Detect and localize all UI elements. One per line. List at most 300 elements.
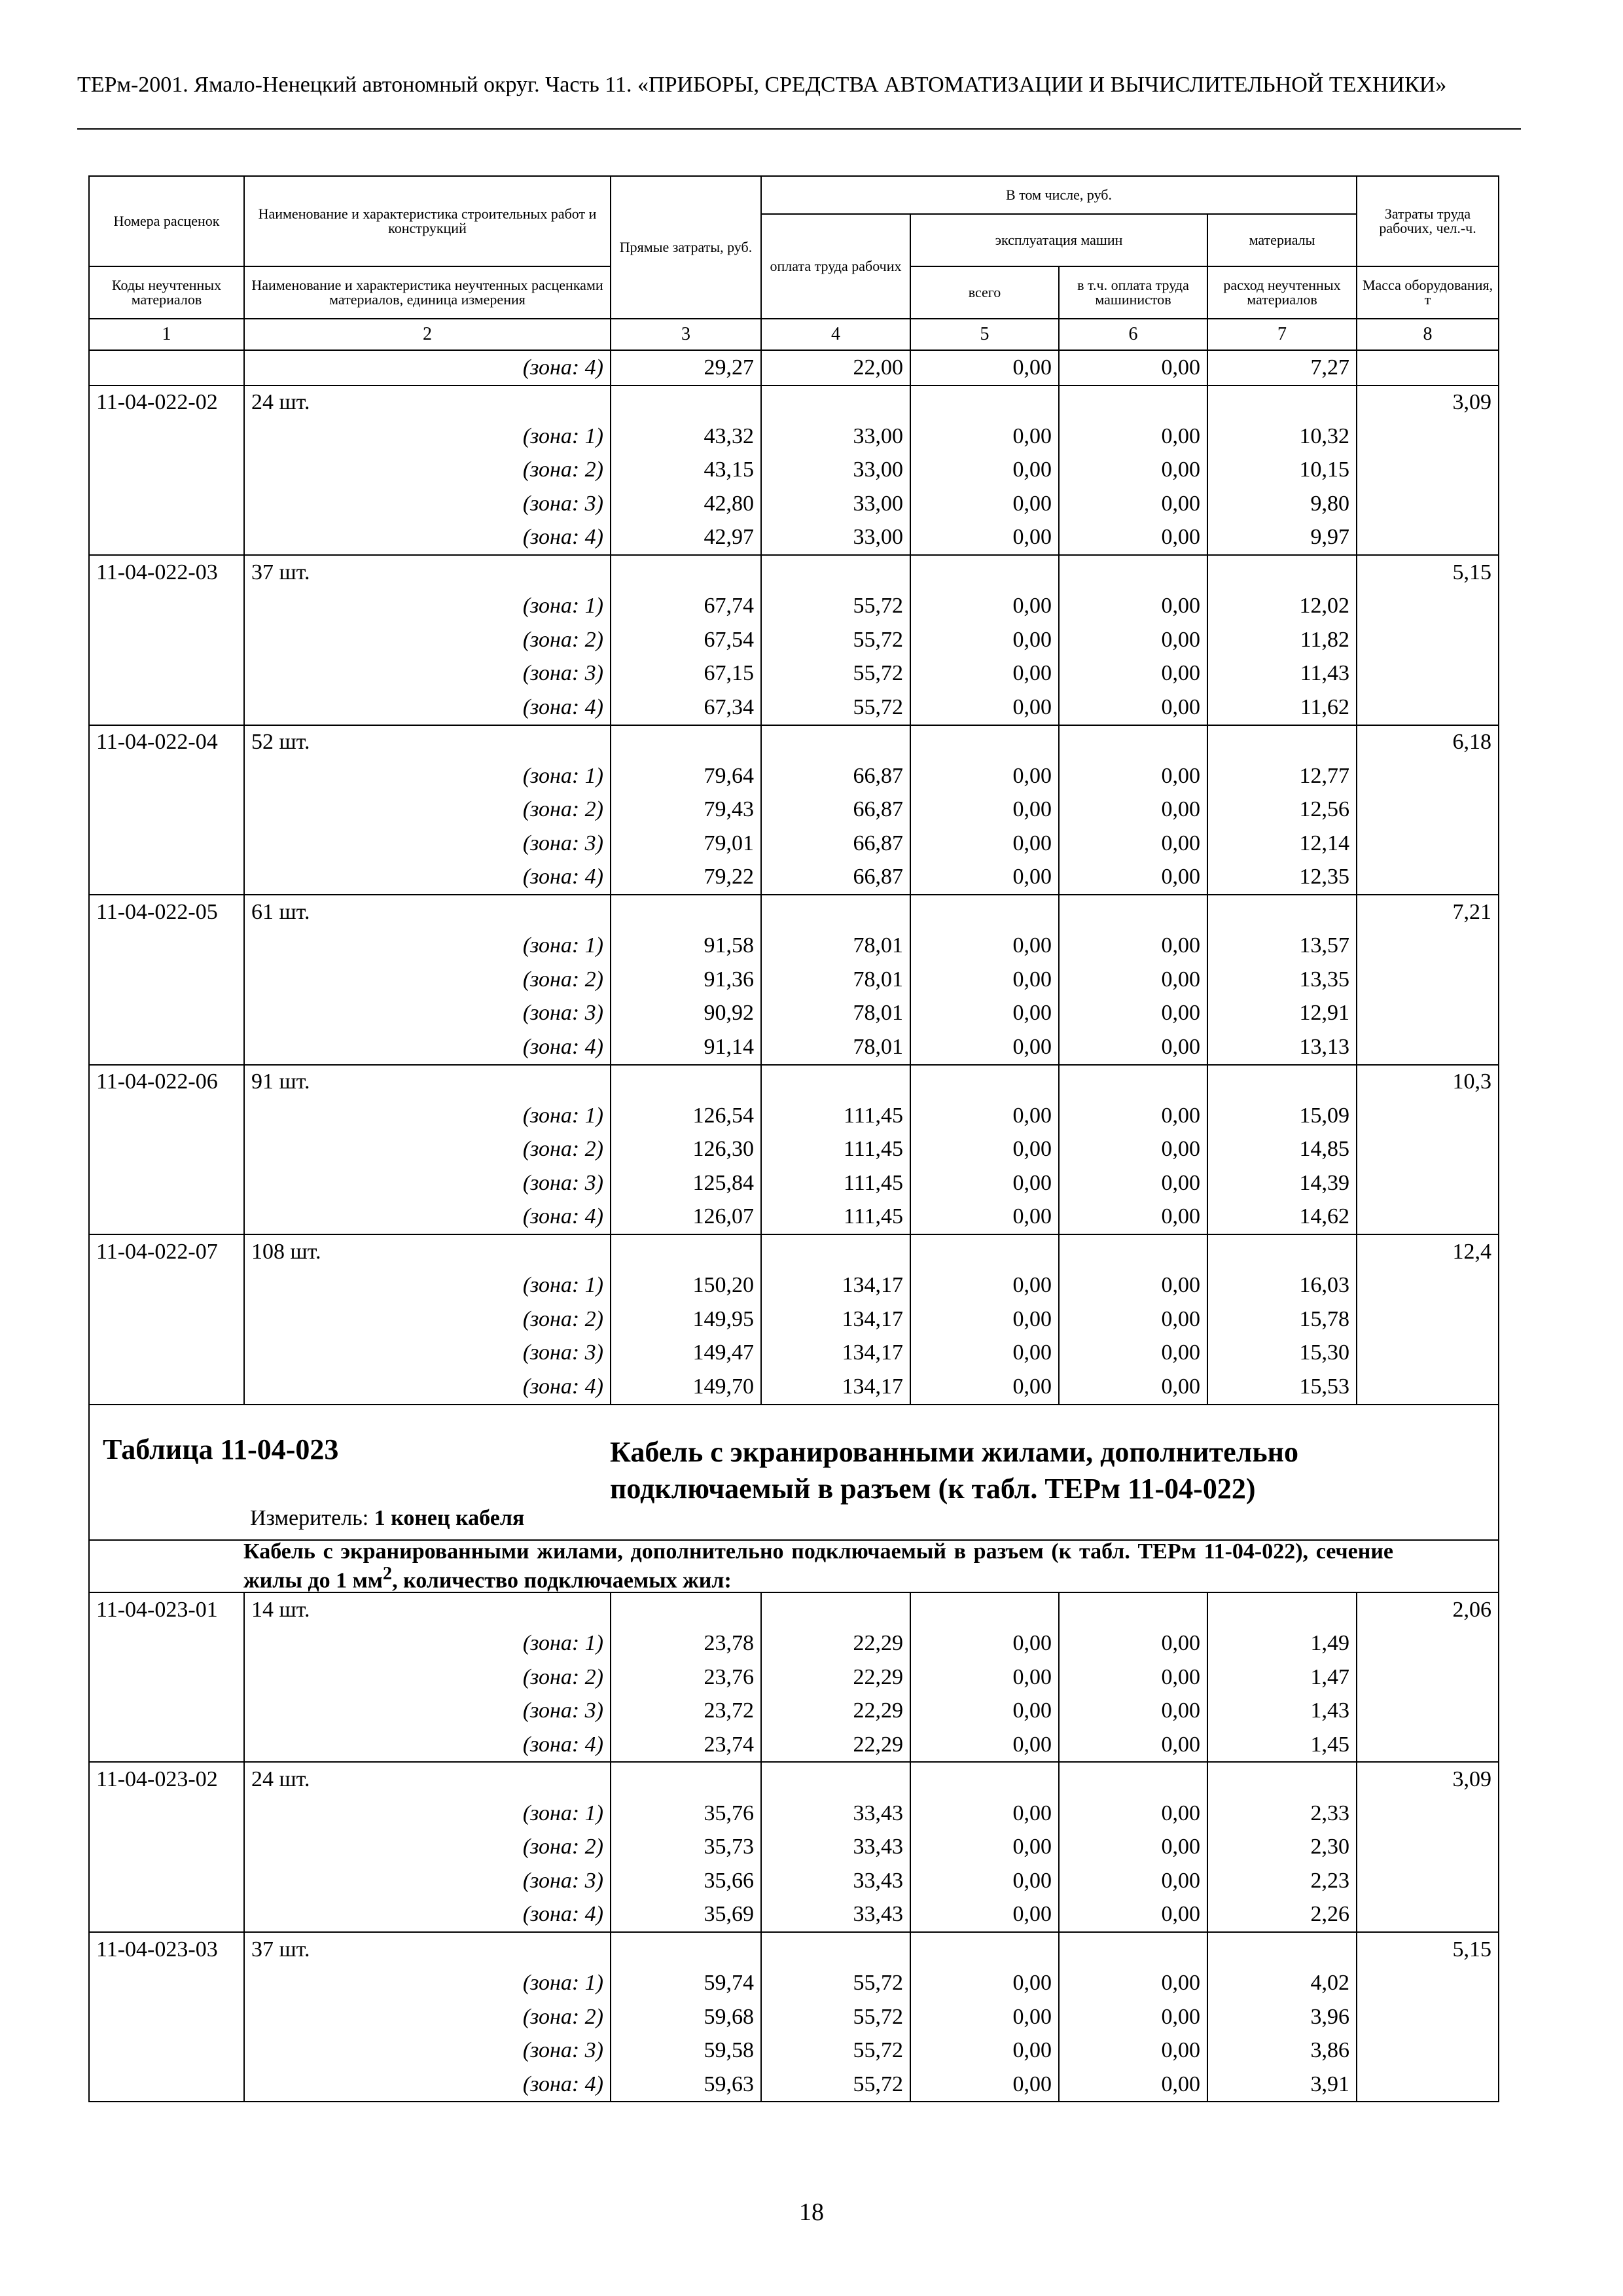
machines-total-cell: 0,00	[910, 521, 1059, 556]
zone-label: (зона: 1)	[244, 929, 611, 963]
direct-costs-cell: 23,76	[611, 1660, 761, 1695]
zone-row	[89, 1302, 1499, 1336]
column-number: 3	[611, 319, 761, 350]
page-number: 18	[799, 2198, 824, 2226]
zone-label: (зона: 2)	[244, 1302, 611, 1336]
zone-row	[89, 1694, 1499, 1728]
zone-row	[89, 521, 1499, 556]
machines-total-cell: 0,00	[910, 2068, 1059, 2102]
direct-costs-cell: 42,80	[611, 487, 761, 521]
direct-costs-cell: 67,34	[611, 691, 761, 725]
zone-row	[89, 623, 1499, 657]
workers-pay-cell: 33,00	[761, 454, 910, 488]
labor-cell: 12,4	[1357, 1234, 1499, 1269]
machines-total-cell: 0,00	[910, 1728, 1059, 1763]
workers-pay-cell: 33,00	[761, 487, 910, 521]
materials-cell: 1,49	[1207, 1626, 1357, 1660]
workers-pay-cell: 55,72	[761, 657, 910, 691]
zone-row	[89, 1966, 1499, 2000]
section-header	[89, 1405, 1499, 1592]
workers-pay-cell: 111,45	[761, 1099, 910, 1133]
materials-cell: 12,02	[1207, 590, 1357, 624]
operators-pay-cell: 0,00	[1059, 350, 1207, 386]
workers-pay-cell: 134,17	[761, 1370, 910, 1405]
materials-cell: 1,43	[1207, 1694, 1357, 1728]
column-numbers-row	[89, 319, 1499, 350]
operators-pay-cell: 0,00	[1059, 1030, 1207, 1065]
machines-total-cell: 0,00	[910, 1694, 1059, 1728]
header-materials: материалы	[1207, 214, 1357, 266]
labor-cell: 2,06	[1357, 1592, 1499, 1627]
materials-cell: 15,78	[1207, 1302, 1357, 1336]
rate-name: 37 шт.	[244, 555, 611, 590]
direct-costs-cell: 23,72	[611, 1694, 761, 1728]
workers-pay-cell: 22,29	[761, 1660, 910, 1695]
header-workers-pay: оплата труда рабочих	[761, 214, 910, 319]
zone-label: (зона: 4)	[244, 1370, 611, 1405]
direct-costs-cell: 79,64	[611, 759, 761, 793]
zone-label: (зона: 1)	[244, 1797, 611, 1831]
operators-pay-cell: 0,00	[1059, 827, 1207, 861]
labor-cell: 3,09	[1357, 386, 1499, 420]
operators-pay-cell: 0,00	[1059, 1864, 1207, 1898]
materials-cell: 10,15	[1207, 454, 1357, 488]
rate-code: 11-04-023-02	[89, 1762, 244, 1797]
workers-pay-cell: 22,29	[761, 1728, 910, 1763]
machines-total-cell: 0,00	[910, 1966, 1059, 2000]
materials-cell: 11,43	[1207, 657, 1357, 691]
machines-total-cell: 0,00	[910, 1336, 1059, 1371]
zone-label: (зона: 1)	[244, 1626, 611, 1660]
direct-costs-cell: 79,22	[611, 861, 761, 895]
materials-cell: 12,35	[1207, 861, 1357, 895]
machines-total-cell: 0,00	[910, 1030, 1059, 1065]
operators-pay-cell: 0,00	[1059, 1830, 1207, 1864]
materials-cell: 3,96	[1207, 2000, 1357, 2034]
workers-pay-cell: 33,43	[761, 1864, 910, 1898]
header-operators-pay: в т.ч. оплата труда машинистов	[1059, 266, 1207, 319]
column-number: 7	[1207, 319, 1357, 350]
zone-row	[89, 691, 1499, 725]
materials-cell: 15,53	[1207, 1370, 1357, 1405]
section-description: Кабель с экранированными жилами, дополнительно подключаемый в разъем (к табл. ТЕРм 11-04-022), сечение жилы до 1 $мм^2$, количество подключаемых жил:	[89, 1540, 1499, 1592]
operators-pay-cell: 0,00	[1059, 623, 1207, 657]
workers-pay-cell: 33,00	[761, 521, 910, 556]
header-in-total: В том числе, руб.	[761, 176, 1357, 214]
workers-pay-cell: 55,72	[761, 2000, 910, 2034]
zone-row	[89, 1830, 1499, 1864]
operators-pay-cell: 0,00	[1059, 2000, 1207, 2034]
header-work-name: Наименование и характеристика строительных работ и конструкций	[244, 176, 611, 266]
workers-pay-cell: 111,45	[761, 1200, 910, 1235]
column-number: 6	[1059, 319, 1207, 350]
zone-row	[89, 2000, 1499, 2034]
machines-total-cell: 0,00	[910, 1830, 1059, 1864]
rates-table	[88, 175, 1499, 2102]
direct-costs-cell: 149,47	[611, 1336, 761, 1371]
machines-total-cell: 0,00	[910, 861, 1059, 895]
rate-row	[89, 895, 1499, 929]
column-number: 8	[1357, 319, 1499, 350]
zone-row	[89, 759, 1499, 793]
header-total: всего	[910, 266, 1059, 319]
workers-pay-cell: 78,01	[761, 929, 910, 963]
zone-row	[89, 590, 1499, 624]
rate-code: 11-04-022-05	[89, 895, 244, 929]
workers-pay-cell: 55,72	[761, 590, 910, 624]
labor-cell: 7,21	[1357, 895, 1499, 929]
rate-name: 108 шт.	[244, 1234, 611, 1269]
table-header	[89, 176, 1499, 350]
machines-total-cell: 0,00	[910, 2000, 1059, 2034]
zone-label: (зона: 1)	[244, 759, 611, 793]
machines-total-cell: 0,00	[910, 963, 1059, 997]
operators-pay-cell: 0,00	[1059, 2034, 1207, 2068]
header-uncounted-name: Наименование и характеристика неучтенных расценками материалов, единица измерения	[244, 266, 611, 319]
zone-row	[89, 1897, 1499, 1932]
materials-cell: 11,62	[1207, 691, 1357, 725]
machines-total-cell: 0,00	[910, 1864, 1059, 1898]
zone-row	[89, 793, 1499, 827]
rate-row	[89, 1234, 1499, 1269]
zone-label: (зона: 2)	[244, 793, 611, 827]
zone-row	[89, 2068, 1499, 2102]
workers-pay-cell: 22,29	[761, 1626, 910, 1660]
measure-value: 1 конец кабеля	[374, 1505, 525, 1530]
materials-cell: 14,62	[1207, 1200, 1357, 1235]
materials-cell: 12,56	[1207, 793, 1357, 827]
header-machines: эксплуатация машин	[910, 214, 1207, 266]
zone-row	[89, 827, 1499, 861]
direct-costs-cell: 125,84	[611, 1166, 761, 1200]
direct-costs-cell: 59,63	[611, 2068, 761, 2102]
rate-name: 24 шт.	[244, 1762, 611, 1797]
materials-cell: 2,33	[1207, 1797, 1357, 1831]
zone-label: (зона: 2)	[244, 1830, 611, 1864]
rate-row	[89, 1932, 1499, 1967]
rate-name: 24 шт.	[244, 386, 611, 420]
zone-label: (зона: 3)	[244, 827, 611, 861]
direct-costs-cell: 35,66	[611, 1864, 761, 1898]
machines-total-cell: 0,00	[910, 1626, 1059, 1660]
operators-pay-cell: 0,00	[1059, 1897, 1207, 1932]
rate-code: 11-04-022-06	[89, 1065, 244, 1100]
rate-row	[89, 386, 1499, 420]
rate-name: 37 шт.	[244, 1932, 611, 1967]
workers-pay-cell: 22,00	[761, 350, 910, 386]
machines-total-cell: 0,00	[910, 1302, 1059, 1336]
header-rate-numbers: Номера расценок	[89, 176, 244, 266]
zone-label: (зона: 2)	[244, 454, 611, 488]
zone-label: (зона: 4)	[244, 861, 611, 895]
operators-pay-cell: 0,00	[1059, 1166, 1207, 1200]
operators-pay-cell: 0,00	[1059, 1966, 1207, 2000]
zone-row	[89, 1728, 1499, 1763]
zone-label: (зона: 3)	[244, 1336, 611, 1371]
direct-costs-cell: 67,74	[611, 590, 761, 624]
materials-cell: 11,82	[1207, 623, 1357, 657]
zone-row	[89, 1626, 1499, 1660]
materials-cell: 12,91	[1207, 997, 1357, 1031]
direct-costs-cell: 59,74	[611, 1966, 761, 2000]
operators-pay-cell: 0,00	[1059, 1797, 1207, 1831]
rate-row	[89, 1065, 1499, 1100]
section-title: Кабель с экранированными жилами, дополнительно подключаемый в разъем (к табл. ТЕРм 11-04-022)	[610, 1435, 1298, 1505]
workers-pay-cell: 33,00	[761, 420, 910, 454]
zone-label: (зона: 3)	[244, 1166, 611, 1200]
zone-label: (зона: 3)	[244, 1864, 611, 1898]
direct-costs-cell: 126,30	[611, 1133, 761, 1167]
workers-pay-cell: 78,01	[761, 997, 910, 1031]
direct-costs-cell: 29,27	[611, 350, 761, 386]
machines-total-cell: 0,00	[910, 590, 1059, 624]
labor-cell: 5,15	[1357, 1932, 1499, 1967]
zone-row	[89, 1336, 1499, 1371]
rate-name: 61 шт.	[244, 895, 611, 929]
materials-cell: 3,86	[1207, 2034, 1357, 2068]
header-labor: Затраты труда рабочих, чел.-ч.	[1357, 176, 1499, 266]
zone-label: (зона: 3)	[244, 487, 611, 521]
materials-cell: 12,77	[1207, 759, 1357, 793]
machines-total-cell: 0,00	[910, 487, 1059, 521]
operators-pay-cell: 0,00	[1059, 454, 1207, 488]
workers-pay-cell: 78,01	[761, 963, 910, 997]
operators-pay-cell: 0,00	[1059, 929, 1207, 963]
rate-name: 14 шт.	[244, 1592, 611, 1627]
workers-pay-cell: 55,72	[761, 1966, 910, 2000]
carryover-row	[89, 350, 1499, 386]
machines-total-cell: 0,00	[910, 2034, 1059, 2068]
rate-name: 52 шт.	[244, 725, 611, 760]
workers-pay-cell: 134,17	[761, 1269, 910, 1303]
header-divider	[77, 128, 1521, 130]
zone-row	[89, 1797, 1499, 1831]
operators-pay-cell: 0,00	[1059, 861, 1207, 895]
operators-pay-cell: 0,00	[1059, 1269, 1207, 1303]
workers-pay-cell: 111,45	[761, 1166, 910, 1200]
document-header: ТЕРм-2001. Ямало-Ненецкий автономный округ. Часть 11. «ПРИБОРЫ, СРЕДСТВА АВТОМАТИЗАЦИИ И ВЫЧИСЛИТЕЛЬНОЙ ТЕХНИКИ»	[77, 73, 1447, 97]
rate-code: 11-04-022-02	[89, 386, 244, 420]
zone-label: (зона: 2)	[244, 1133, 611, 1167]
direct-costs-cell: 79,43	[611, 793, 761, 827]
zone-row	[89, 657, 1499, 691]
zone-label: (зона: 1)	[244, 1099, 611, 1133]
rate-row	[89, 1762, 1499, 1797]
machines-total-cell: 0,00	[910, 827, 1059, 861]
direct-costs-cell: 91,58	[611, 929, 761, 963]
zone-label: (зона: 4)	[244, 1030, 611, 1065]
workers-pay-cell: 66,87	[761, 793, 910, 827]
materials-cell: 2,26	[1207, 1897, 1357, 1932]
labor-cell: 5,15	[1357, 555, 1499, 590]
workers-pay-cell: 33,43	[761, 1897, 910, 1932]
zone-row	[89, 454, 1499, 488]
operators-pay-cell: 0,00	[1059, 1302, 1207, 1336]
zone-row	[89, 1864, 1499, 1898]
zone-label: (зона: 1)	[244, 590, 611, 624]
materials-cell: 1,47	[1207, 1660, 1357, 1695]
measure-label: Измеритель:	[250, 1505, 369, 1530]
column-number: 1	[89, 319, 244, 350]
machines-total-cell: 0,00	[910, 1370, 1059, 1405]
direct-costs-cell: 35,76	[611, 1797, 761, 1831]
operators-pay-cell: 0,00	[1059, 2068, 1207, 2102]
materials-cell: 10,32	[1207, 420, 1357, 454]
machines-total-cell: 0,00	[910, 929, 1059, 963]
workers-pay-cell: 55,72	[761, 2034, 910, 2068]
operators-pay-cell: 0,00	[1059, 590, 1207, 624]
table-label: Таблица 11-04-023	[103, 1433, 339, 1465]
workers-pay-cell: 134,17	[761, 1302, 910, 1336]
labor-cell: 10,3	[1357, 1065, 1499, 1100]
machines-total-cell: 0,00	[910, 691, 1059, 725]
zone-row	[89, 1030, 1499, 1065]
workers-pay-cell: 22,29	[761, 1694, 910, 1728]
workers-pay-cell: 66,87	[761, 759, 910, 793]
table-body-part1	[89, 350, 1499, 1405]
header-equipment-mass: Масса оборудования, т	[1357, 266, 1499, 319]
zone-label: (зона: 4)	[244, 691, 611, 725]
direct-costs-cell: 91,14	[611, 1030, 761, 1065]
machines-total-cell: 0,00	[910, 1797, 1059, 1831]
direct-costs-cell: 149,95	[611, 1302, 761, 1336]
zone-label: (зона: 1)	[244, 1269, 611, 1303]
machines-total-cell: 0,00	[910, 1166, 1059, 1200]
column-number: 4	[761, 319, 910, 350]
zone-label: (зона: 4)	[244, 521, 611, 556]
workers-pay-cell: 66,87	[761, 861, 910, 895]
operators-pay-cell: 0,00	[1059, 1370, 1207, 1405]
zone-label: (зона: 4)	[244, 1200, 611, 1235]
machines-total-cell: 0,00	[910, 623, 1059, 657]
zone-row	[89, 2034, 1499, 2068]
zone-label: (зона: 4)	[244, 1728, 611, 1763]
rate-row	[89, 725, 1499, 760]
materials-cell: 9,80	[1207, 487, 1357, 521]
direct-costs-cell: 126,54	[611, 1099, 761, 1133]
zone-label: (зона: 4)	[244, 350, 611, 386]
rate-row	[89, 1592, 1499, 1627]
materials-cell: 1,45	[1207, 1728, 1357, 1763]
header-uncounted-codes: Коды неучтенных материалов	[89, 266, 244, 319]
zone-label: (зона: 3)	[244, 2034, 611, 2068]
materials-cell: 13,57	[1207, 929, 1357, 963]
operators-pay-cell: 0,00	[1059, 759, 1207, 793]
zone-row	[89, 487, 1499, 521]
rate-row	[89, 555, 1499, 590]
operators-pay-cell: 0,00	[1059, 1694, 1207, 1728]
zone-label: (зона: 4)	[244, 2068, 611, 2102]
measure-line	[250, 1505, 524, 1532]
operators-pay-cell: 0,00	[1059, 963, 1207, 997]
materials-cell: 4,02	[1207, 1966, 1357, 2000]
zone-row	[89, 1200, 1499, 1235]
labor-cell: 6,18	[1357, 725, 1499, 760]
workers-pay-cell: 111,45	[761, 1133, 910, 1167]
direct-costs-cell: 79,01	[611, 827, 761, 861]
zone-row	[89, 420, 1499, 454]
header-direct-costs: Прямые затраты, руб.	[611, 176, 761, 319]
materials-cell: 15,30	[1207, 1336, 1357, 1371]
machines-total-cell: 0,00	[910, 997, 1059, 1031]
direct-costs-cell: 59,68	[611, 2000, 761, 2034]
direct-costs-cell: 23,78	[611, 1626, 761, 1660]
zone-label: (зона: 3)	[244, 657, 611, 691]
operators-pay-cell: 0,00	[1059, 691, 1207, 725]
rate-code: 11-04-022-07	[89, 1234, 244, 1269]
zone-row	[89, 997, 1499, 1031]
machines-total-cell: 0,00	[910, 454, 1059, 488]
workers-pay-cell: 33,43	[761, 1830, 910, 1864]
machines-total-cell: 0,00	[910, 1269, 1059, 1303]
machines-total-cell: 0,00	[910, 420, 1059, 454]
workers-pay-cell: 66,87	[761, 827, 910, 861]
machines-total-cell: 0,00	[910, 1660, 1059, 1695]
table-body-part2	[89, 1592, 1499, 2102]
zone-label: (зона: 2)	[244, 963, 611, 997]
zone-label: (зона: 1)	[244, 1966, 611, 2000]
zone-label: (зона: 3)	[244, 997, 611, 1031]
operators-pay-cell: 0,00	[1059, 1336, 1207, 1371]
materials-cell: 13,13	[1207, 1030, 1357, 1065]
operators-pay-cell: 0,00	[1059, 420, 1207, 454]
zone-row	[89, 1269, 1499, 1303]
rate-code: 11-04-022-04	[89, 725, 244, 760]
materials-cell: 14,85	[1207, 1133, 1357, 1167]
zone-row	[89, 963, 1499, 997]
rate-code: 11-04-023-01	[89, 1592, 244, 1627]
labor-cell: 3,09	[1357, 1762, 1499, 1797]
machines-total-cell: 0,00	[910, 1200, 1059, 1235]
operators-pay-cell: 0,00	[1059, 997, 1207, 1031]
operators-pay-cell: 0,00	[1059, 1099, 1207, 1133]
zone-label: (зона: 2)	[244, 1660, 611, 1695]
materials-cell: 16,03	[1207, 1269, 1357, 1303]
zone-label: (зона: 2)	[244, 2000, 611, 2034]
machines-total-cell: 0,00	[910, 657, 1059, 691]
direct-costs-cell: 35,73	[611, 1830, 761, 1864]
workers-pay-cell: 55,72	[761, 2068, 910, 2102]
machines-total-cell: 0,00	[910, 1133, 1059, 1167]
workers-pay-cell: 134,17	[761, 1336, 910, 1371]
direct-costs-cell: 126,07	[611, 1200, 761, 1235]
workers-pay-cell: 33,43	[761, 1797, 910, 1831]
header-uncounted-consumption: расход неучтенных материалов	[1207, 266, 1357, 319]
operators-pay-cell: 0,00	[1059, 521, 1207, 556]
direct-costs-cell: 23,74	[611, 1728, 761, 1763]
materials-cell: 14,39	[1207, 1166, 1357, 1200]
zone-row	[89, 1660, 1499, 1695]
operators-pay-cell: 0,00	[1059, 487, 1207, 521]
operators-pay-cell: 0,00	[1059, 1133, 1207, 1167]
workers-pay-cell: 55,72	[761, 623, 910, 657]
zone-row	[89, 861, 1499, 895]
column-number: 2	[244, 319, 611, 350]
zone-label: (зона: 1)	[244, 420, 611, 454]
direct-costs-cell: 91,36	[611, 963, 761, 997]
zone-row	[89, 1133, 1499, 1167]
direct-costs-cell: 43,32	[611, 420, 761, 454]
machines-total-cell: 0,00	[910, 759, 1059, 793]
direct-costs-cell: 43,15	[611, 454, 761, 488]
operators-pay-cell: 0,00	[1059, 1626, 1207, 1660]
direct-costs-cell: 42,97	[611, 521, 761, 556]
materials-cell: 7,27	[1207, 350, 1357, 386]
zone-row	[89, 1099, 1499, 1133]
machines-total-cell: 0,00	[910, 793, 1059, 827]
machines-total-cell: 0,00	[910, 350, 1059, 386]
machines-total-cell: 0,00	[910, 1897, 1059, 1932]
